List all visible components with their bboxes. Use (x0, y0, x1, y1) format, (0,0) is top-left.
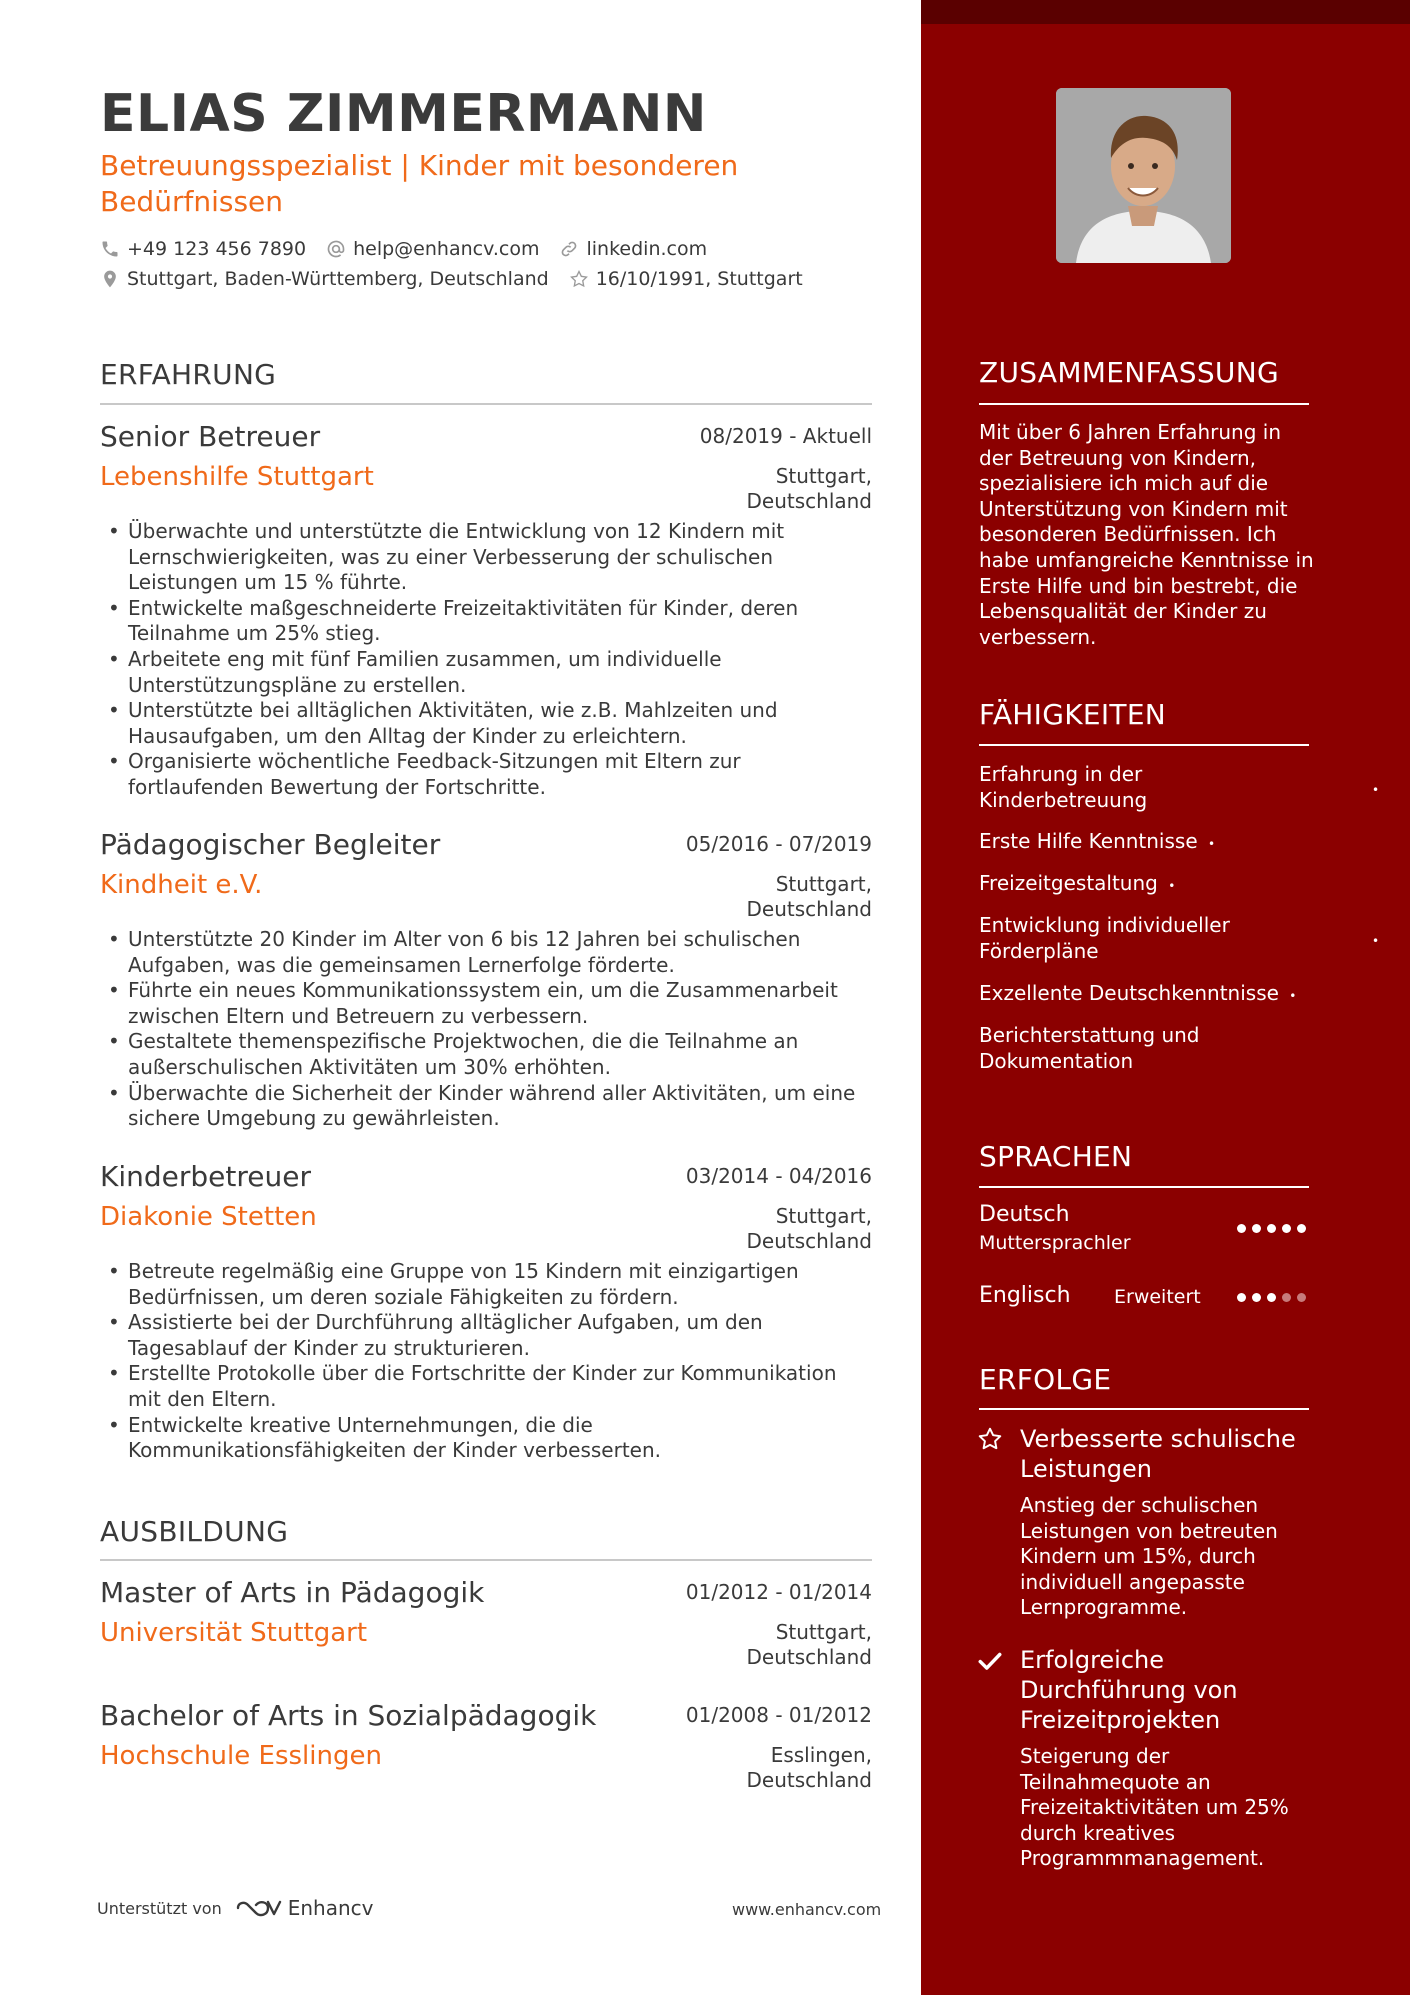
proficiency-dot-filled (1252, 1224, 1261, 1233)
proficiency-dot-empty (1297, 1293, 1306, 1302)
language-level: Muttersprachler (979, 1232, 1131, 1254)
education-location (747, 1620, 873, 1670)
skill-label: Freizeitgestaltung (979, 871, 1158, 895)
job-date: 03/2014 - 04/2016 (685, 1164, 872, 1188)
proficiency-dot-filled (1267, 1224, 1276, 1233)
degree-title: Bachelor of Arts in Sozialpädagogik (100, 1699, 597, 1732)
skill-dot-icon: • (1372, 783, 1380, 797)
summary-text: Mit über 6 Jahren Erfahrung in der Betreuung von Kindern, spezialisiere ich mich auf die Unterstützung von Kindern mit besonderen Bedürfnissen. Ich habe umfangreiche Kenntnisse in Erste Hilfe und bin bestrebt, die Lebensqualität der Kinder zu verbessern. (979, 420, 1314, 649)
job-bullet: • Überwachte die Sicherheit der Kinder während aller Aktivitäten, um eine sichere Umgebung zu gewährleisten. (100, 1081, 872, 1132)
skill-dot-icon: • (1168, 879, 1176, 893)
achievement-title: Erfolgreiche Durchführung von Freizeitprojekten (1020, 1646, 1238, 1734)
contact-row-1 (100, 238, 727, 260)
skill-label: Erste Hilfe Kenntnisse (979, 829, 1198, 853)
experience-heading: ERFAHRUNG (100, 358, 277, 391)
candidate-name: ELIAS ZIMMERMANN (100, 84, 707, 144)
job-location (747, 1204, 873, 1254)
job-bullet: • Unterstützte bei alltäglichen Aktivitäten, wie z.B. Mahlzeiten und Hausaufgaben, um den Alltag der Kinder zu erleichtern. (100, 698, 872, 749)
skill-label: Erfahrung in der Kinderbetreuung (979, 762, 1148, 812)
skill-label: Exzellente Deutschkenntnisse (979, 981, 1279, 1005)
languages-heading: SPRACHEN (979, 1140, 1133, 1173)
summary-heading: ZUSAMMENFASSUNG (979, 356, 1279, 389)
skill-item (979, 871, 1314, 900)
education-location-city: Esslingen, (770, 1743, 872, 1767)
avatar-portrait-icon (1056, 88, 1231, 263)
contact-row-2 (100, 268, 823, 290)
phone-icon (100, 239, 120, 259)
job-location-country: Deutschland (746, 1229, 872, 1253)
proficiency-dot-filled (1237, 1224, 1246, 1233)
linkedin-text: linkedin.com (586, 238, 708, 260)
achievement-description: Steigerung der Teilnahmequote an Freizeitaktivitäten um 25% durch kreatives Programmmanagement. (1020, 1744, 1289, 1871)
job-date: 05/2016 - 07/2019 (685, 832, 872, 856)
contact-phone (100, 238, 306, 260)
proficiency-dot-filled (1252, 1293, 1261, 1302)
language-proficiency-dots (1237, 1224, 1312, 1233)
job-location (747, 872, 873, 922)
job-bullet: • Assistierte bei der Durchführung alltäglicher Aufgaben, um den Tagesablauf der Kinder zu strukturieren. (100, 1310, 872, 1361)
job-location-city: Stuttgart, (775, 872, 872, 896)
job-bullet: • Unterstützte 20 Kinder im Alter von 6 bis 12 Jahren bei schulischen Aufgaben, was die gemeinsamen Lernerfolge förderte. (100, 927, 872, 978)
job-bullet: • Organisierte wöchentliche Feedback-Sitzungen mit Eltern zur fortlaufenden Bewertung der Fortschritte. (100, 749, 872, 800)
star-outline-icon (569, 269, 589, 289)
education-location-country: Deutschland (746, 1645, 872, 1669)
job-organization: Kindheit e.V. (100, 870, 263, 900)
languages-divider (979, 1186, 1309, 1188)
education-heading: AUSBILDUNG (100, 1515, 289, 1548)
contact-birth (569, 268, 803, 290)
skill-label: Entwicklung individueller Förderpläne (979, 913, 1230, 963)
sidebar-top-bar (921, 0, 1410, 24)
achievement-title: Verbesserte schulische Leistungen (1020, 1425, 1296, 1483)
contact-linkedin[interactable] (559, 238, 707, 260)
language-name: Deutsch (979, 1202, 1070, 1227)
skill-item (979, 829, 1314, 858)
job-entry (100, 828, 872, 1140)
skill-dot-icon: • (1208, 837, 1216, 851)
summary-divider (979, 403, 1309, 405)
powered-by-text: Unterstützt von (97, 1898, 222, 1918)
at-sign-icon (326, 239, 346, 259)
job-bullet: • Erstellte Protokolle über die Fortschritte der Kinder zur Kommunikation mit den Eltern. (100, 1361, 872, 1412)
proficiency-dot-filled (1282, 1224, 1291, 1233)
skills-heading: FÄHIGKEITEN (979, 698, 1167, 731)
education-entry (100, 1576, 872, 1676)
job-date: 08/2019 - Aktuell (699, 424, 872, 448)
job-location-city: Stuttgart, (775, 464, 872, 488)
job-location-country: Deutschland (746, 897, 872, 921)
school-name: Hochschule Esslingen (100, 1741, 382, 1771)
skills-divider (979, 744, 1309, 746)
degree-title: Master of Arts in Pädagogik (100, 1576, 485, 1609)
education-date: 01/2008 - 01/2012 (685, 1703, 872, 1727)
job-entry (100, 1160, 872, 1472)
skill-item (979, 1023, 1289, 1074)
job-bullet: • Gestaltete themenspezifische Projektwochen, die die Teilnahme an außerschulischen Aktivitäten um 30% erhöhten. (100, 1029, 872, 1080)
proficiency-dot-empty (1282, 1293, 1291, 1302)
proficiency-dot-filled (1267, 1293, 1276, 1302)
footer-powered-by (97, 1896, 374, 1920)
skill-dot-icon: • (1372, 934, 1380, 948)
skill-dot-icon: • (1289, 989, 1297, 1003)
footer-url[interactable]: www.enhancv.com (732, 1900, 882, 1919)
job-organization: Lebenshilfe Stuttgart (100, 462, 374, 492)
job-bullets (100, 1259, 872, 1464)
proficiency-dot-filled (1297, 1224, 1306, 1233)
education-location-country: Deutschland (746, 1768, 872, 1792)
contact-location (100, 268, 549, 290)
location-pin-icon (100, 269, 120, 289)
achievements-heading: ERFOLGE (979, 1363, 1112, 1396)
language-level: Erweitert (1114, 1286, 1201, 1308)
education-date: 01/2012 - 01/2014 (685, 1580, 872, 1604)
skill-item (979, 981, 1314, 1010)
brand-name: Enhancv (287, 1896, 374, 1920)
candidate-title: Betreuungsspezialist | Kinder mit besonderen Bedürfnissen (100, 149, 739, 218)
school-name: Universität Stuttgart (100, 1618, 368, 1648)
job-bullets (100, 519, 872, 801)
location-text: Stuttgart, Baden-Württemberg, Deutschland (127, 268, 549, 290)
job-bullet: • Überwachte und unterstützte die Entwicklung von 12 Kindern mit Lernschwierigkeiten, was zu einer Verbesserung der schulischen Leistungen um 15 % führte. (100, 519, 872, 596)
job-bullets (100, 927, 872, 1132)
job-entry (100, 420, 872, 800)
job-bullet: • Entwickelte maßgeschneiderte Freizeitaktivitäten für Kinder, deren Teilnahme um 25% stieg. (100, 596, 872, 647)
phone-text: +49 123 456 7890 (127, 238, 307, 260)
language-name: Englisch (979, 1283, 1071, 1308)
skill-item (979, 913, 1380, 964)
sidebar (921, 0, 1410, 1995)
enhancv-logo-icon (234, 1896, 282, 1920)
skill-item (979, 762, 1380, 813)
checkmark-icon (977, 1648, 1003, 1674)
job-location (747, 464, 873, 514)
job-organization: Diakonie Stetten (100, 1202, 317, 1232)
job-bullet: • Arbeitete eng mit fünf Familien zusammen, um individuelle Unterstützungspläne zu erstellen. (100, 647, 872, 698)
skill-label: Berichterstattung und Dokumentation (979, 1023, 1200, 1073)
language-proficiency-dots (1237, 1293, 1312, 1302)
achievements-divider (979, 1408, 1309, 1410)
birth-text: 16/10/1991, Stuttgart (595, 268, 803, 290)
education-entry (100, 1699, 872, 1799)
job-role: Kinderbetreuer (100, 1160, 311, 1193)
education-divider (100, 1559, 872, 1561)
job-role: Pädagogischer Begleiter (100, 828, 441, 861)
achievement-description: Anstieg der schulischen Leistungen von betreuten Kindern um 15%, durch individuell angepasste Lernprogramme. (1020, 1493, 1278, 1620)
email-text: help@enhancv.com (353, 238, 540, 260)
job-bullet: • Führte ein neues Kommunikationssystem ein, um die Zusammenarbeit zwischen Eltern und Betreuern zu verbessern. (100, 978, 872, 1029)
job-location-city: Stuttgart, (775, 1204, 872, 1228)
education-location-city: Stuttgart, (775, 1620, 872, 1644)
job-bullet: • Betreute regelmäßig eine Gruppe von 15 Kindern mit einzigartigen Bedürfnissen, um deren soziale Fähigkeiten zu fördern. (100, 1259, 872, 1310)
link-icon (559, 239, 579, 259)
education-location (747, 1743, 873, 1793)
contact-email[interactable] (326, 238, 539, 260)
profile-photo (1056, 88, 1231, 263)
job-role: Senior Betreuer (100, 420, 321, 453)
experience-divider (100, 403, 872, 405)
star-icon (977, 1426, 1003, 1452)
proficiency-dot-filled (1237, 1293, 1246, 1302)
job-location-country: Deutschland (746, 489, 872, 513)
job-bullet: • Entwickelte kreative Unternehmungen, die die Kommunikationsfähigkeiten der Kinder verbesserten. (100, 1413, 872, 1464)
